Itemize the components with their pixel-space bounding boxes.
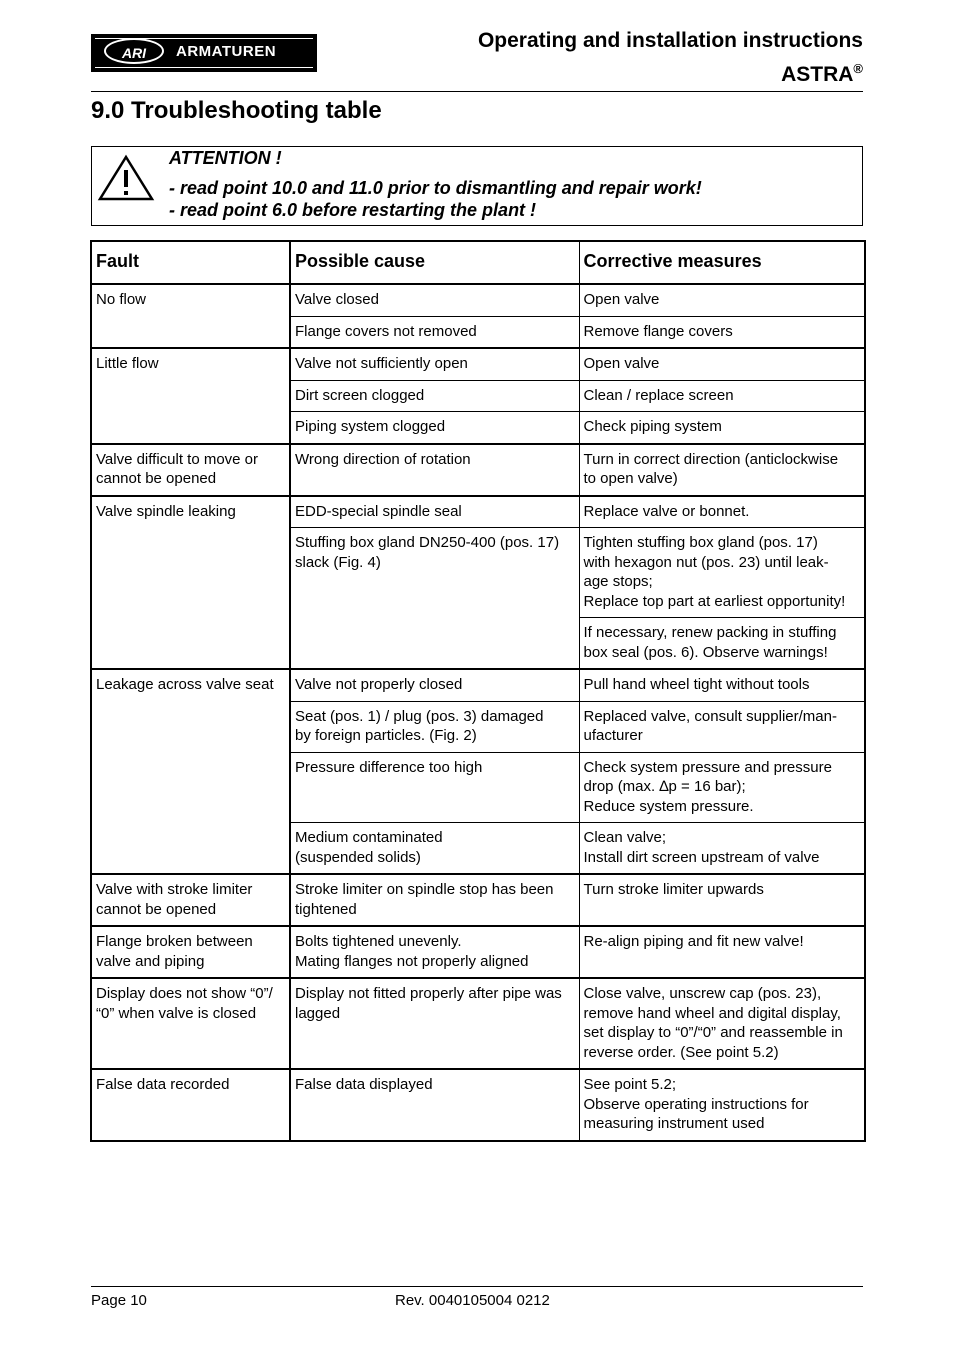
table-row	[91, 444, 865, 496]
fault-cell	[91, 496, 290, 670]
fault-line: Little flow	[96, 355, 159, 372]
table-row	[91, 669, 865, 701]
fault-cell	[91, 874, 290, 926]
cause-cell	[290, 348, 579, 380]
cause-cell	[290, 412, 579, 444]
measure-line: measuring instrument used	[583, 1115, 765, 1132]
fault-cell	[91, 444, 290, 496]
page-number: Page 10	[91, 1292, 147, 1309]
measure-line: Check system pressure and pressure	[583, 758, 832, 776]
revision-number: Rev. 0040105004 0212	[395, 1292, 550, 1309]
cause-line: (suspended solids)	[295, 848, 421, 866]
measure-line: Clean / replace screen	[583, 386, 734, 404]
table-row	[91, 926, 865, 978]
measure-line: box seal (pos. 6). Observe warnings!	[583, 643, 828, 661]
fault-cell	[91, 926, 290, 978]
measure-cell	[579, 316, 865, 348]
document-title-line2	[478, 55, 863, 89]
table-row	[91, 874, 865, 926]
measure-cell	[579, 444, 865, 496]
measure-line: remove hand wheel and digital display,	[583, 1004, 841, 1022]
cause-line: Stroke limiter on spindle stop has been	[295, 881, 554, 898]
table-row	[91, 978, 865, 1069]
cause-line: tightened	[295, 900, 357, 918]
measure-line: Pull hand wheel tight without tools	[583, 676, 810, 693]
attention-line-2: - read point 6.0 before restarting the plant !	[169, 200, 537, 220]
measure-line: Replaced valve, consult supplier/man-	[583, 707, 837, 725]
logo-text: ARMATUREN	[176, 43, 277, 60]
cause-line: Valve closed	[295, 291, 379, 308]
measure-line: Re-align piping and fit new valve!	[583, 933, 804, 950]
cause-cell	[290, 926, 579, 978]
fault-line: cannot be opened	[96, 900, 217, 918]
cause-line: Wrong direction of rotation	[295, 450, 471, 468]
column-header-cause: Possible cause	[290, 241, 579, 284]
logo-badge: ARI	[104, 38, 164, 64]
cause-line: Medium contaminated	[295, 829, 443, 846]
cause-cell	[290, 823, 579, 875]
table-row	[91, 1069, 865, 1141]
measure-line: Observe operating instructions for	[583, 1095, 809, 1113]
cause-cell	[290, 669, 579, 701]
measure-line: Replace top part at earliest opportunity!	[583, 592, 846, 610]
measure-line: Check piping system	[583, 418, 722, 435]
table-row	[91, 284, 865, 316]
cause-line: Stuffing box gland DN250-400 (pos. 17)	[295, 534, 560, 551]
troubleshooting-table	[90, 240, 866, 1142]
measure-line: Replace valve or bonnet.	[583, 502, 750, 520]
fault-cell	[91, 284, 290, 348]
measure-line: set display to “0”/“0” and reassemble in	[583, 1024, 843, 1041]
measure-line: Turn in correct direction (anticlockwise	[583, 450, 839, 468]
ari-armaturen-logo	[91, 34, 317, 72]
measure-line: Reduce system pressure.	[583, 797, 754, 815]
cause-cell	[290, 444, 579, 496]
measure-line: age stops;	[583, 573, 653, 590]
footer-divider	[91, 1286, 863, 1287]
fault-cell	[91, 1069, 290, 1141]
measure-line: drop (max. ∆p = 16 bar);	[583, 778, 746, 795]
attention-title: ATTENTION !	[169, 148, 282, 168]
column-header-measure: Corrective measures	[579, 241, 865, 284]
cause-line: Display not fitted properly after pipe was	[295, 985, 562, 1002]
measure-cell	[579, 348, 865, 380]
fault-line: valve and piping	[96, 952, 205, 970]
measure-cell	[579, 926, 865, 978]
measure-cell	[579, 1069, 865, 1141]
measure-cell	[579, 412, 865, 444]
cause-cell	[290, 752, 579, 823]
fault-line: Display does not show “0”/	[96, 985, 273, 1002]
cause-line: False data displayed	[295, 1076, 433, 1093]
measure-line: reverse order. (See point 5.2)	[583, 1043, 779, 1061]
fault-line: Flange broken between	[96, 933, 253, 950]
cause-line: Valve not properly closed	[295, 676, 463, 693]
fault-line: Valve spindle leaking	[96, 502, 236, 520]
cause-cell	[290, 1069, 579, 1141]
measure-line: Tighten stuffing box gland (pos. 17)	[583, 534, 818, 551]
cause-line: Pressure difference too high	[295, 758, 483, 776]
cause-line: EDD-special spindle seal	[295, 502, 462, 520]
fault-line: Valve with stroke limiter	[96, 881, 253, 898]
registered-mark: ®	[853, 61, 863, 76]
cause-line: Valve not sufficiently open	[295, 355, 468, 372]
measure-cell	[579, 669, 865, 701]
cause-line: lagged	[295, 1004, 341, 1022]
cause-line: Mating flanges not properly aligned	[295, 952, 529, 970]
measure-line: Open valve	[583, 355, 660, 372]
cause-cell	[290, 874, 579, 926]
fault-line: cannot be opened	[96, 470, 217, 487]
cause-line: slack (Fig. 4)	[295, 553, 381, 571]
measure-line: Open valve	[583, 291, 660, 308]
cause-line: by foreign particles. (Fig. 2)	[295, 727, 477, 744]
cause-cell	[290, 316, 579, 348]
measure-line: Install dirt screen upstream of valve	[583, 848, 820, 866]
fault-cell	[91, 978, 290, 1069]
product-name: ASTRA	[781, 63, 854, 86]
fault-line: Valve difficult to move or	[96, 450, 259, 468]
measure-line: If necessary, renew packing in stuffing	[583, 624, 837, 641]
measure-line: with hexagon nut (pos. 23) until leak-	[583, 553, 829, 571]
fault-line: No flow	[96, 291, 147, 308]
cause-cell	[290, 284, 579, 316]
cause-line: Bolts tightened unevenly.	[295, 933, 462, 950]
measure-cell	[579, 978, 865, 1069]
cause-line: Piping system clogged	[295, 418, 446, 435]
cause-cell	[290, 978, 579, 1069]
cause-cell	[290, 380, 579, 412]
table-header-row	[91, 241, 865, 284]
cause-cell	[290, 496, 579, 528]
measure-cell	[579, 380, 865, 412]
measure-line: Remove flange covers	[583, 322, 733, 340]
measure-line: Close valve, unscrew cap (pos. 23),	[583, 985, 822, 1002]
fault-line: Leakage across valve seat	[96, 676, 274, 693]
table-row	[91, 496, 865, 528]
fault-cell	[91, 348, 290, 444]
measure-line: Clean valve;	[583, 829, 667, 846]
column-header-fault: Fault	[91, 241, 290, 284]
measure-cell	[579, 752, 865, 823]
measure-line: See point 5.2;	[583, 1076, 677, 1093]
fault-cell	[91, 669, 290, 874]
cause-cell	[290, 701, 579, 752]
warning-triangle-icon	[97, 154, 155, 202]
header-divider	[91, 91, 863, 92]
attention-box	[91, 146, 863, 226]
fault-line: “0” when valve is closed	[96, 1004, 257, 1022]
section-heading: 9.0 Troubleshooting table	[91, 97, 382, 124]
measure-cell	[579, 528, 865, 618]
measure-cell	[579, 496, 865, 528]
cause-line: Flange covers not removed	[295, 322, 477, 340]
document-title	[478, 27, 863, 89]
troubleshooting-table-body	[91, 241, 865, 1141]
measure-line: Turn stroke limiter upwards	[583, 881, 764, 898]
measure-cell	[579, 284, 865, 316]
measure-cell	[579, 618, 865, 670]
measure-line: to open valve)	[583, 470, 678, 487]
cause-line: Seat (pos. 1) / plug (pos. 3) damaged	[295, 707, 544, 725]
measure-cell	[579, 874, 865, 926]
fault-line: False data recorded	[96, 1076, 230, 1093]
attention-line-1: - read point 10.0 and 11.0 prior to dismantling and repair work!	[169, 178, 702, 198]
measure-cell	[579, 823, 865, 875]
cause-line: Dirt screen clogged	[295, 386, 425, 404]
measure-cell	[579, 701, 865, 752]
measure-line: ufacturer	[583, 727, 643, 744]
document-title-line1: Operating and installation instructions	[477, 29, 863, 52]
table-row	[91, 348, 865, 380]
cause-cell	[290, 528, 579, 670]
